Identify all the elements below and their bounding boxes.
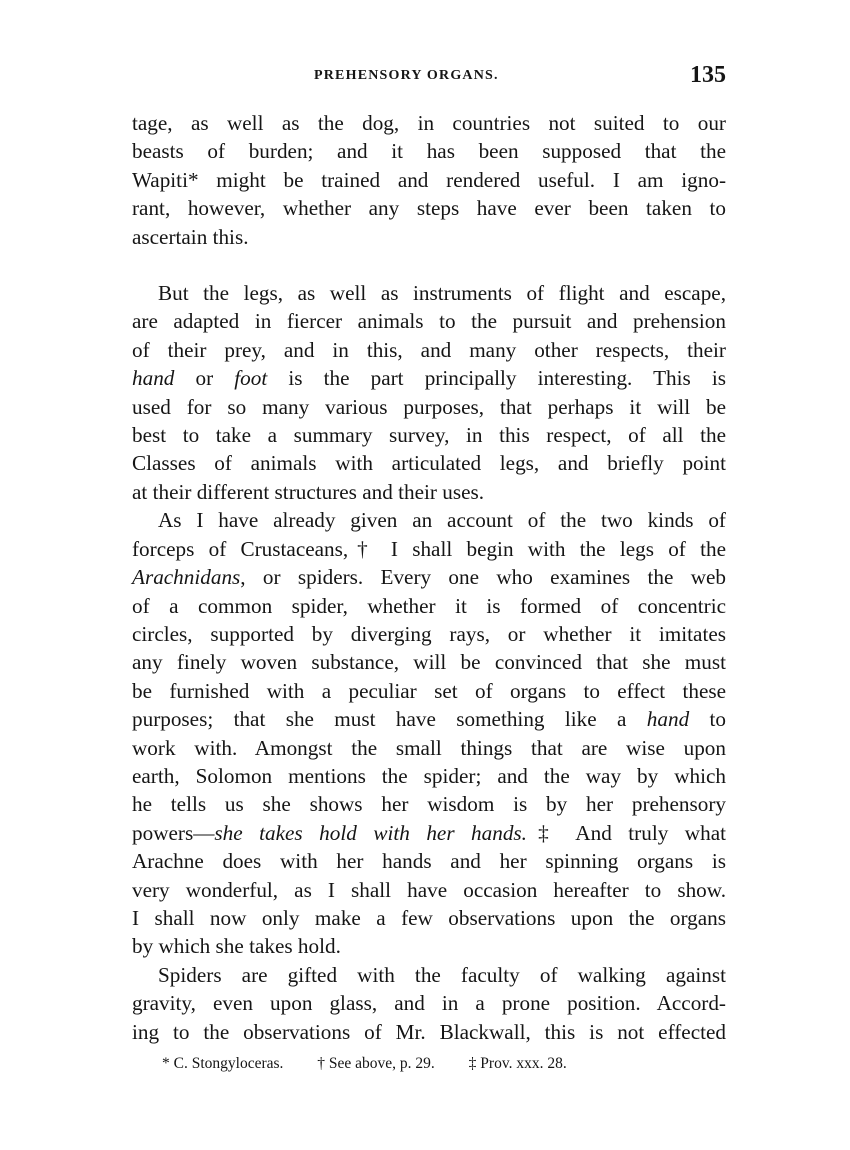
footnotes [162, 1055, 726, 1073]
text-line: beasts of burden; and it has been supposed that the [132, 139, 726, 164]
text-line: be furnished with a peculiar set of organs to effect these [132, 678, 726, 703]
page-header [132, 62, 726, 92]
text-run: to [689, 707, 726, 732]
text-line: at their different structures and their uses. [132, 479, 485, 504]
footnote-1: * C. Stongyloceras. [162, 1055, 284, 1072]
text-line: Wapiti* might be trained and rendered useful. I am igno- [132, 167, 726, 192]
footnote-2: † See above, p. 29. [317, 1055, 435, 1072]
text-line: I shall now only make a few observations upon the organs [132, 905, 726, 930]
text-line: Classes of animals with articulated legs, and briefly point [132, 451, 726, 476]
paragraph-2 [132, 279, 726, 506]
italic-hand: hand [646, 707, 690, 732]
text-run: powers— [132, 820, 215, 845]
text-line: But the legs, as well as instruments of flight and escape, [158, 281, 726, 306]
text-line: best to take a summary survey, in this respect, of all the [132, 423, 726, 448]
text-run: purposes; that she must have something like a [132, 707, 647, 732]
text-line: work with. Amongst the small things that are wise upon [132, 735, 726, 760]
text-line: earth, Solomon mentions the spider; and the way by which [132, 763, 726, 788]
text-line: forceps of Crustaceans,† I shall begin with the legs of the [132, 536, 726, 561]
text-line [132, 819, 726, 847]
text-line: gravity, even upon glass, and in a prone position. Accord- [132, 991, 726, 1016]
body-text [132, 109, 726, 1046]
italic-hand: hand [132, 366, 175, 391]
text-run: is the part principally interesting. This is [267, 366, 726, 391]
text-line: by which she takes hold. [132, 934, 341, 959]
text-line: rant, however, whether any steps have ever been taken to [132, 196, 726, 221]
page-number: 135 [690, 62, 726, 88]
text-line: are adapted in fiercer animals to the pursuit and prehension [132, 309, 726, 334]
italic-quote: she takes hold with her hands. [214, 820, 527, 845]
text-run: , or spiders. Every one who examines the web [240, 565, 726, 590]
text-run: ‡ And truly what [526, 820, 726, 845]
text-line: Arachne does with her hands and her spinning organs is [132, 849, 726, 874]
running-head: PREHENSORY ORGANS. [314, 68, 499, 83]
text-line [132, 705, 726, 733]
text-line: tage, as well as the dog, in countries not suited to our [132, 111, 726, 135]
italic-foot: foot [234, 366, 268, 391]
text-line: any finely woven substance, will be convinced that she must [132, 650, 726, 675]
text-line: used for so many various purposes, that perhaps it will be [132, 394, 726, 419]
paragraph-4 [132, 961, 726, 1046]
text-line: ascertain this. [132, 224, 249, 249]
text-line [132, 563, 726, 591]
paragraph-1 [132, 109, 726, 251]
text-line: he tells us she shows her wisdom is by her prehensory [132, 792, 726, 817]
text-line: of a common spider, whether it is formed of concentric [132, 593, 726, 618]
text-run: or [174, 366, 235, 391]
footnote-3: ‡ Prov. xxx. 28. [468, 1055, 567, 1072]
text-line [132, 364, 726, 392]
text-line: ing to the observations of Mr. Blackwall, this is not effected [132, 1019, 726, 1044]
text-line: very wonderful, as I shall have occasion hereafter to show. [132, 877, 726, 902]
italic-arachnidans: Arachnidans [132, 565, 241, 590]
paragraph-3 [132, 506, 726, 961]
text-line: circles, supported by diverging rays, or whether it imitates [132, 621, 726, 646]
text-line: Spiders are gifted with the faculty of walking against [158, 962, 726, 987]
text-line: of their prey, and in this, and many other respects, their [132, 337, 726, 362]
text-line: As I have already given an account of the two kinds of [158, 508, 726, 533]
